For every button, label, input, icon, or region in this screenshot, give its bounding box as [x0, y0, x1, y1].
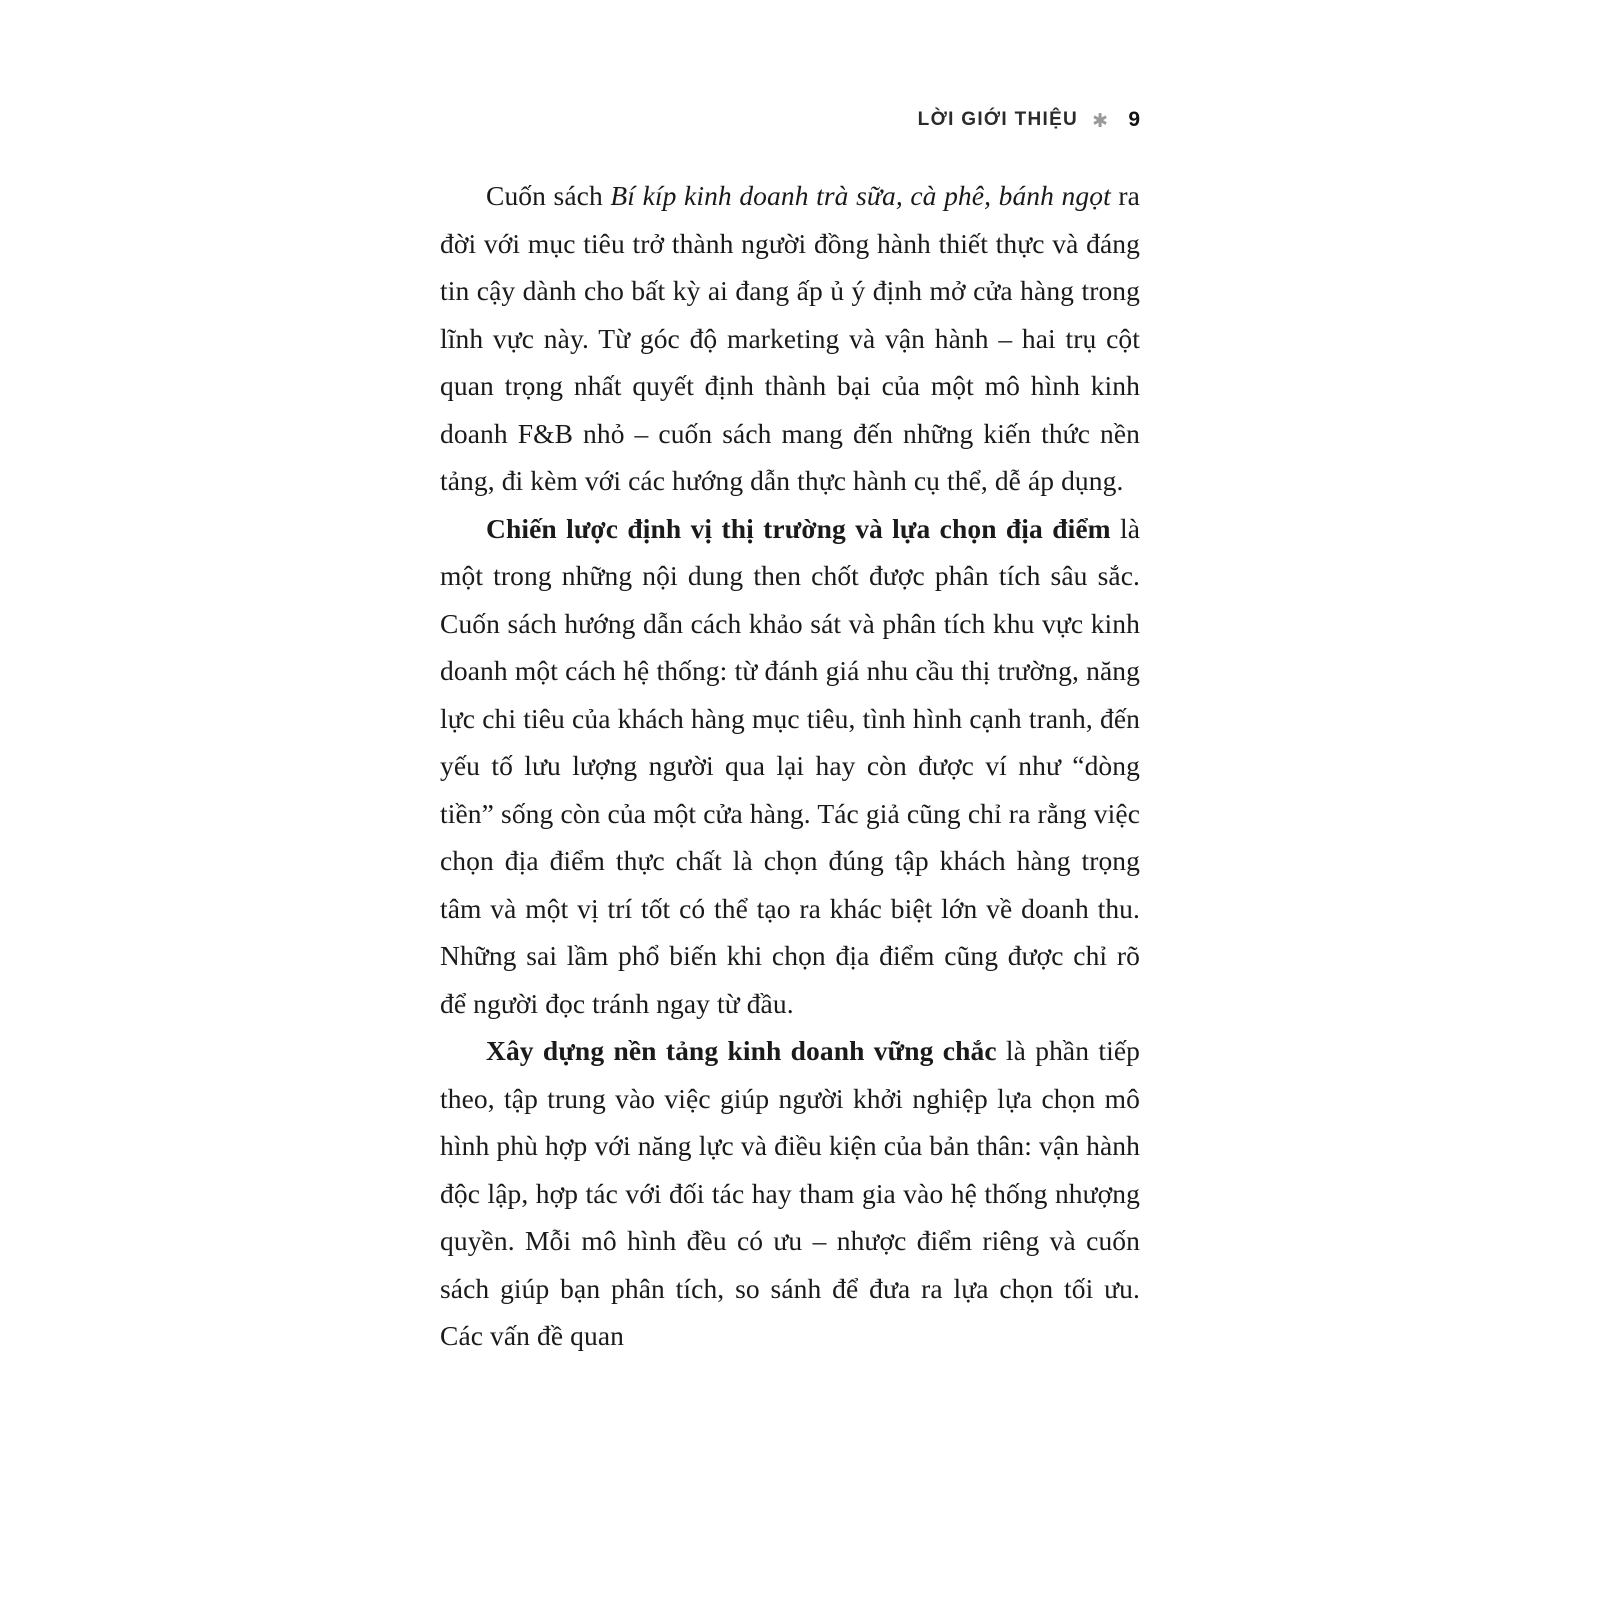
- asterisk-ornament-icon: ✱: [1092, 110, 1108, 132]
- running-head-title: LỜI GIỚI THIỆU: [917, 109, 1079, 130]
- text-run-1: Xây dựng nền tảng kinh doanh vững chắc: [486, 1035, 997, 1066]
- text-run-3: ra đời với mục tiêu trở thành người đồng hành thiết thực và đáng tin cậy dành cho bất kỳ ai đang ấp ủ ý định mở cửa hàng trong lĩnh vực này. Từ góc độ marketing và vận hành – hai trụ cột quan trọng nhất quyết định thành bại của một mô hình kinh doanh F&B nhỏ – cuốn sách mang đến những kiến thức nền tảng, đi kèm với các hướng dẫn thực hành cụ thể, dễ áp dụng.: [440, 180, 1140, 496]
- paragraph-3: [440, 1027, 1140, 1360]
- body-text-column: [440, 172, 1140, 1360]
- text-run-1: Cuốn sách: [486, 180, 611, 211]
- running-head: [440, 108, 1140, 132]
- text-run-1: Chiến lược định vị thị trường và lựa chọn địa điểm: [486, 512, 1111, 544]
- paragraph-1: [440, 172, 1140, 505]
- page-number: 9: [1128, 108, 1140, 131]
- text-run-2: là một trong những nội dung then chốt được phân tích sâu sắc. Cuốn sách hướng dẫn cách khảo sát và phân tích khu vực kinh doanh một cách hệ thống: từ đánh giá nhu cầu thị trường, năng lực chi tiêu của khách hàng mục tiêu, tình hình cạnh tranh, đến yếu tố lưu lượng người qua lại hay còn được ví như “dòng tiền” sống còn của một cửa hàng. Tác giả cũng chỉ ra rằng việc chọn địa điểm thực chất là chọn đúng tập khách hàng trọng tâm và một vị trí tốt có thể tạo ra khác biệt lớn về doanh thu. Những sai lầm phổ biến khi chọn địa điểm cũng được chỉ rõ để người đọc tránh ngay từ đầu.: [440, 512, 1140, 1019]
- text-run-2: là phần tiếp theo, tập trung vào việc giúp người khởi nghiệp lựa chọn mô hình phù hợp với năng lực và điều kiện của bản thân: vận hành độc lập, hợp tác với đối tác hay tham gia vào hệ thống nhượng quyền. Mỗi mô hình đều có ưu – nhược điểm riêng và cuốn sách giúp bạn phân tích, so sánh để đưa ra lựa chọn tối ưu. Các vấn đề quan: [440, 1035, 1141, 1351]
- paragraph-2: [440, 505, 1140, 1028]
- text-run-2: Bí kíp kinh doanh trà sữa, cà phê, bánh ngọt: [610, 180, 1111, 211]
